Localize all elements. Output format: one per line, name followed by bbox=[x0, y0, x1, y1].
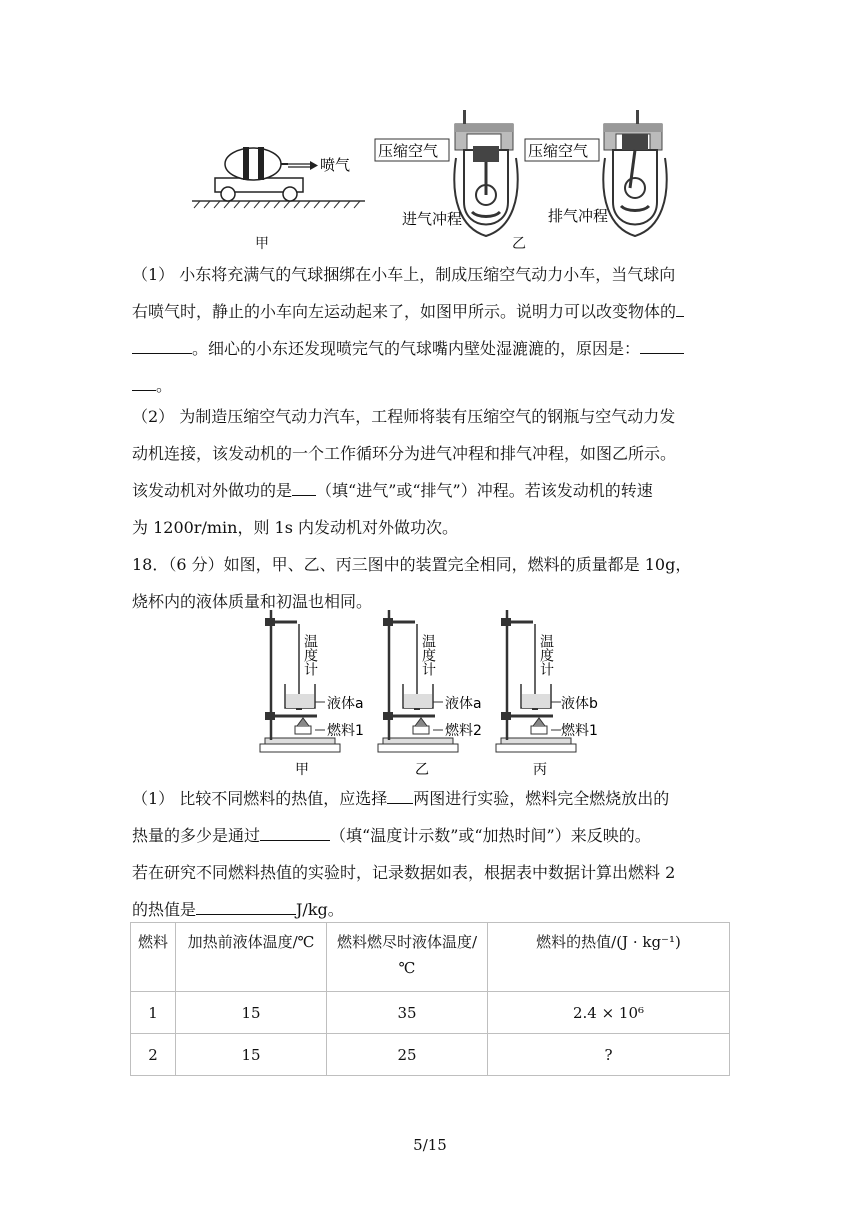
table-header-row bbox=[131, 923, 730, 992]
table-row bbox=[131, 1034, 730, 1076]
q17-p2-line4: 为 1200r/min，则 1s 内发动机对外做功次。 bbox=[132, 518, 459, 537]
table-header-cell: 燃料的热值/(J · kg⁻¹) bbox=[488, 923, 730, 992]
caption-panel-2: 乙 bbox=[415, 762, 429, 778]
table-cell: 2 bbox=[131, 1034, 176, 1076]
engine-left-label: 压缩空气 bbox=[378, 142, 439, 160]
table-cell: 1 bbox=[131, 992, 176, 1034]
ground-hatch bbox=[192, 201, 365, 208]
liquid-label-3: 液体b bbox=[561, 696, 598, 712]
q18-line2: 烧杯内的液体质量和初温也相同。 bbox=[132, 592, 373, 611]
thermo-label-3: 温度计 bbox=[538, 634, 554, 676]
engine-right-label: 压缩空气 bbox=[528, 142, 589, 160]
balloon-car bbox=[215, 147, 318, 201]
answer-blank[interactable] bbox=[132, 373, 156, 391]
q18-p1-line4: 的热值是 J/kg。 bbox=[132, 891, 732, 928]
answer-blank[interactable] bbox=[196, 897, 296, 915]
table-cell: ? bbox=[488, 1034, 730, 1076]
caption-jia: 甲 bbox=[255, 236, 269, 252]
q17-p1-line3: 。细心的小东还发现喷完气的气球嘴内壁处湿漉漉的，原因是： bbox=[132, 330, 732, 367]
engine-exhaust bbox=[603, 110, 666, 236]
fuel-data-table bbox=[130, 922, 730, 1076]
engine-left-stroke: 进气冲程 bbox=[402, 210, 463, 228]
q18-p1-line1: （1） 比较不同燃料的热值，应选择 两图进行实验，燃料完全燃烧放出的 bbox=[132, 780, 732, 817]
q17-p2-line2: 动机连接，该发动机的一个工作循环分为进气冲程和排气冲程，如图乙所示。 bbox=[132, 444, 677, 463]
table-cell: 2.4 × 10⁶ bbox=[488, 992, 730, 1034]
table-header-cell: 燃料 bbox=[131, 923, 176, 992]
table-row bbox=[131, 992, 730, 1034]
answer-blank[interactable] bbox=[640, 336, 684, 354]
q18-line1: 18．（6 分）如图，甲、乙、丙三图中的装置完全相同，燃料的质量都是 10g， bbox=[132, 555, 692, 574]
spray-label: 喷气 bbox=[320, 156, 351, 174]
caption-panel-1: 甲 bbox=[295, 762, 309, 778]
q17-p1-line4: 。 bbox=[132, 367, 732, 404]
page-number: 5/15 bbox=[413, 1136, 447, 1154]
answer-blank[interactable] bbox=[260, 823, 330, 841]
q17-p2-line1: （2） 为制造压缩空气动力汽车，工程师将装有压缩空气的钢瓶与空气动力发 bbox=[132, 407, 676, 426]
fuel-label-3: 燃料1 bbox=[561, 723, 598, 739]
answer-blank[interactable] bbox=[387, 786, 413, 804]
q17-p1-line1: （1） 小东将充满气的气球捆绑在小车上，制成压缩空气动力小车，当气球向 bbox=[132, 265, 676, 284]
thermo-label-2: 温度计 bbox=[420, 634, 436, 676]
engine-right-stroke: 排气冲程 bbox=[548, 207, 609, 225]
liquid-label-2: 液体a bbox=[445, 696, 482, 712]
answer-blank[interactable] bbox=[132, 336, 192, 354]
caption-panel-3: 丙 bbox=[533, 762, 547, 778]
liquid-label-1: 液体a bbox=[327, 696, 364, 712]
fuel-label-1: 燃料1 bbox=[327, 723, 364, 739]
q18-part1 bbox=[132, 780, 732, 928]
engine-intake bbox=[454, 110, 517, 236]
answer-blank[interactable] bbox=[676, 299, 684, 317]
table-header-cell: 燃料燃尽时液体温度/℃ bbox=[327, 923, 488, 992]
table-cell: 35 bbox=[327, 992, 488, 1034]
q17-part2 bbox=[132, 398, 732, 546]
q18-p1-line2: 热量的多少是通过 （填“温度计示数”或“加热时间”）来反映的。 bbox=[132, 817, 732, 854]
q18-p1-line3: 若在研究不同燃料热值的实验时，记录数据如表，根据表中数据计算出燃料 2 bbox=[132, 863, 676, 882]
caption-yi: 乙 bbox=[512, 236, 526, 252]
table-cell: 15 bbox=[176, 1034, 327, 1076]
table-header-cell: 加热前液体温度/℃ bbox=[176, 923, 327, 992]
q17-p1-line2: 右喷气时，静止的小车向左运动起来了，如图甲所示。说明力可以改变物体的 bbox=[132, 293, 732, 330]
table-cell: 15 bbox=[176, 992, 327, 1034]
q17-part1 bbox=[132, 256, 732, 404]
fuel-label-2: 燃料2 bbox=[445, 723, 482, 739]
q17-p2-line3: 该发动机对外做功的是 （填“进气”或“排气”）冲程。若该发动机的转速 bbox=[132, 472, 732, 509]
answer-blank[interactable] bbox=[292, 478, 316, 496]
figure-heating-setups bbox=[255, 600, 615, 778]
table-cell: 25 bbox=[327, 1034, 488, 1076]
thermo-label-1: 温度计 bbox=[302, 634, 318, 676]
